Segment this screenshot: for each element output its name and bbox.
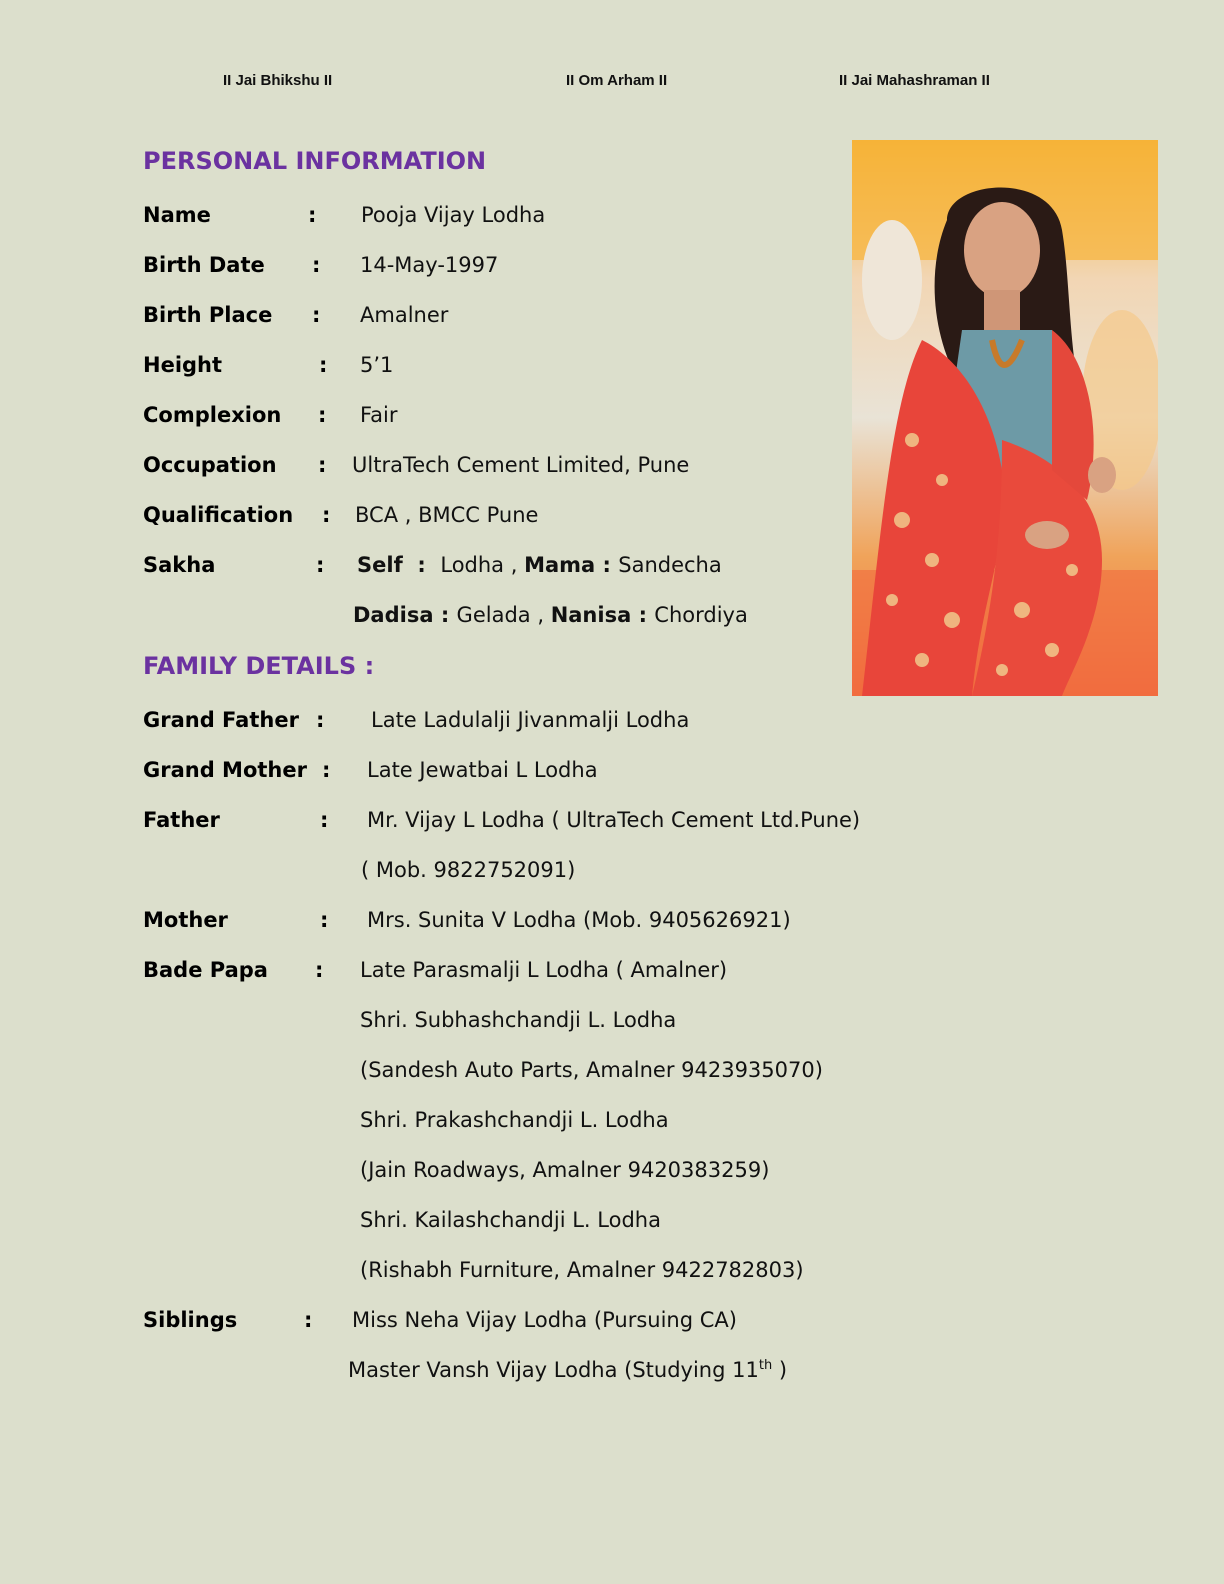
colon: : xyxy=(316,553,325,577)
sakha-dadisa-value: Gelada , xyxy=(456,603,544,627)
sibling-1-value: Miss Neha Vijay Lodha (Pursuing CA) xyxy=(352,1308,737,1332)
qualification-label: Qualification xyxy=(143,503,294,527)
qualification-value: BCA , BMCC Pune xyxy=(355,503,539,527)
sibling-2-end: ) xyxy=(772,1358,788,1382)
colon: : xyxy=(304,1308,313,1332)
colon: : xyxy=(319,353,328,377)
colon: : xyxy=(312,253,321,277)
birth-place-value: Amalner xyxy=(360,303,449,327)
bade-papa-line: (Rishabh Furniture, Amalner 9422782803) xyxy=(360,1258,804,1282)
height-label: Height xyxy=(143,353,223,377)
complexion-value: Fair xyxy=(360,403,398,427)
name-value: Pooja Vijay Lodha xyxy=(361,203,546,227)
sibling-2-text: Master Vansh Vijay Lodha (Studying 11 xyxy=(348,1358,759,1382)
colon: : xyxy=(318,453,327,477)
colon: : xyxy=(320,808,329,832)
bade-papa-line: Shri. Kailashchandji L. Lodha xyxy=(360,1208,661,1232)
colon: : xyxy=(312,303,321,327)
sakha-label: Sakha xyxy=(143,553,216,577)
sakha-self-value: Lodha , xyxy=(440,553,518,577)
father-mobile: ( Mob. 9822752091) xyxy=(361,858,576,882)
sakha-dadisa-label: Dadisa xyxy=(353,603,434,627)
colon: : xyxy=(322,503,331,527)
portrait-illustration xyxy=(852,140,1158,696)
father-value: Mr. Vijay L Lodha ( UltraTech Cement Ltd.Pune) xyxy=(367,808,861,832)
colon: : xyxy=(315,958,324,982)
bade-papa-label: Bade Papa xyxy=(143,958,268,982)
siblings-label: Siblings xyxy=(143,1308,238,1332)
grand-father-label: Grand Father xyxy=(143,708,299,732)
sakha-line-2: Dadisa : Gelada , Nanisa : Chordiya xyxy=(353,603,748,627)
mother-label: Mother xyxy=(143,908,228,932)
header-left-text: II Jai Bhikshu II xyxy=(223,72,333,89)
birth-date-value: 14-May-1997 xyxy=(360,253,499,277)
sakha-mama-value: Sandecha xyxy=(618,553,722,577)
family-details-title: FAMILY DETAILS : xyxy=(143,652,375,680)
sakha-line-1: Self : Lodha , Mama : Sandecha xyxy=(357,553,722,577)
birth-date-label: Birth Date xyxy=(143,253,265,277)
name-label: Name xyxy=(143,203,211,227)
profile-photo xyxy=(852,140,1158,696)
grand-father-value: Late Ladulalji Jivanmalji Lodha xyxy=(371,708,690,732)
height-value: 5’1 xyxy=(360,353,394,377)
occupation-label: Occupation xyxy=(143,453,277,477)
bade-papa-line: Shri. Prakashchandji L. Lodha xyxy=(360,1108,669,1132)
bade-papa-line: (Sandesh Auto Parts, Amalner 9423935070) xyxy=(360,1058,823,1082)
grand-mother-value: Late Jewatbai L Lodha xyxy=(367,758,598,782)
sibling-2-superscript: th xyxy=(758,1358,773,1373)
colon: : xyxy=(308,203,317,227)
grand-mother-label: Grand Mother xyxy=(143,758,307,782)
sibling-2-value xyxy=(348,1358,787,1382)
sakha-nanisa-value: Chordiya xyxy=(654,603,748,627)
header-right-text: II Jai Mahashraman II xyxy=(839,72,990,89)
occupation-value: UltraTech Cement Limited, Pune xyxy=(352,453,690,477)
header-center-text: II Om Arham II xyxy=(566,72,668,89)
personal-info-title: PERSONAL INFORMATION xyxy=(143,147,487,175)
colon: : xyxy=(320,908,329,932)
sakha-self-label: Self xyxy=(357,553,403,577)
bade-papa-line: (Jain Roadways, Amalner 9420383259) xyxy=(360,1158,770,1182)
bade-papa-line: Shri. Subhashchandji L. Lodha xyxy=(360,1008,677,1032)
colon: : xyxy=(322,758,331,782)
father-label: Father xyxy=(143,808,220,832)
birth-place-label: Birth Place xyxy=(143,303,273,327)
sakha-mama-label: Mama xyxy=(524,553,596,577)
mother-value: Mrs. Sunita V Lodha (Mob. 9405626921) xyxy=(367,908,791,932)
bade-papa-line: Late Parasmalji L Lodha ( Amalner) xyxy=(360,958,728,982)
complexion-label: Complexion xyxy=(143,403,282,427)
sakha-nanisa-label: Nanisa xyxy=(550,603,632,627)
colon: : xyxy=(318,403,327,427)
colon: : xyxy=(316,708,325,732)
